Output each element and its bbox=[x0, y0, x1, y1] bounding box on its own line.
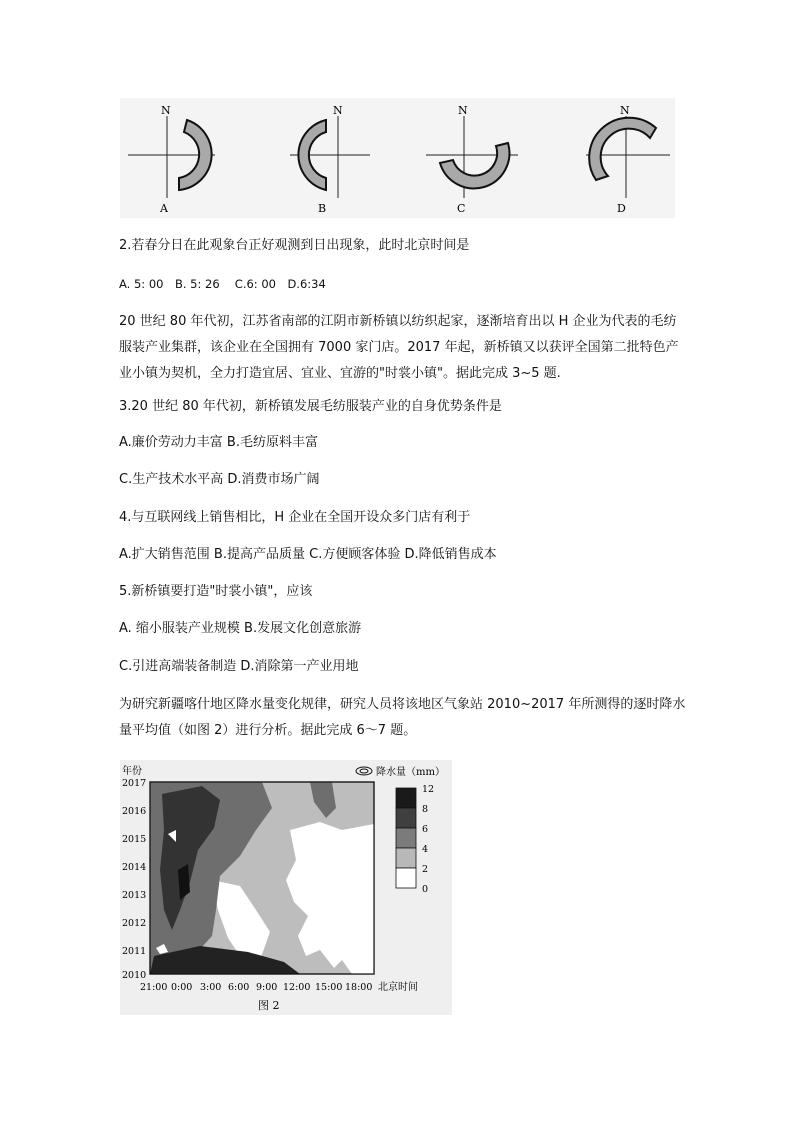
q2-question: 2.若春分日在此观象台正好观测到日出现象，此时北京时间是 bbox=[119, 238, 470, 253]
north-label-a: N bbox=[161, 104, 171, 117]
x-tick-label: 12:00 bbox=[283, 982, 311, 993]
year-label: 2016 bbox=[122, 806, 147, 817]
year-label: 2015 bbox=[122, 834, 147, 845]
x-tick-label: 3:00 bbox=[200, 982, 222, 993]
x-tick-label: 21:00 bbox=[140, 982, 168, 993]
legend-value: 12 bbox=[422, 784, 435, 795]
q3-question: 3.20 世纪 80 年代初，新桥镇发展毛纺服装产业的自身优势条件是 bbox=[119, 399, 502, 414]
legend-value: 8 bbox=[422, 804, 429, 815]
q5-options-line1: A. 缩小服装产业规模 B.发展文化创意旅游 bbox=[119, 621, 362, 636]
x-axis-title: 北京时间 bbox=[378, 982, 418, 993]
q4-question: 4.与互联网线上销售相比，H 企业在全国开设众多门店有利于 bbox=[119, 510, 471, 525]
year-label: 2017 bbox=[122, 778, 147, 789]
x-tick-label: 15:00 bbox=[315, 982, 343, 993]
north-label-b: N bbox=[333, 104, 343, 117]
x-tick-label: 9:00 bbox=[256, 982, 278, 993]
passage-kashgar: 为研究新疆喀什地区降水量变化规律，研究人员将该地区气象站 2010~2017 年所测得的逐时降水量平均值（如图 2）进行分析。据此完成 6～7 题。 bbox=[119, 697, 686, 738]
x-tick-label: 18:00 bbox=[345, 982, 373, 993]
figure-arc-diagrams bbox=[120, 98, 675, 218]
diagram-label-a: A bbox=[160, 202, 168, 215]
year-label: 2014 bbox=[122, 862, 147, 873]
legend-value: 0 bbox=[422, 884, 429, 895]
q5-options-line2: C.引进高端装备制造 D.消除第一产业用地 bbox=[119, 659, 359, 674]
diagram-label-d: D bbox=[617, 202, 626, 215]
x-tick-label: 0:00 bbox=[171, 982, 193, 993]
legend-swatch bbox=[396, 848, 416, 868]
year-label: 2013 bbox=[122, 890, 147, 901]
year-label: 2010 bbox=[122, 970, 147, 981]
legend-value: 6 bbox=[422, 824, 429, 835]
legend-value: 4 bbox=[422, 844, 429, 855]
q3-options-line2: C.生产技术水平高 D.消费市场广阔 bbox=[119, 472, 320, 487]
figure-caption: 图 2 bbox=[258, 999, 280, 1012]
north-label-c: N bbox=[458, 104, 468, 117]
legend-swatch bbox=[396, 808, 416, 828]
figure-precipitation-chart bbox=[120, 760, 452, 1015]
legend-value: 2 bbox=[422, 864, 429, 875]
diagram-label-b: B bbox=[318, 202, 327, 215]
legend-swatch bbox=[396, 868, 416, 888]
legend-title: 降水量（mm） bbox=[376, 767, 445, 778]
year-label: 2012 bbox=[122, 918, 147, 929]
passage-xinqiao: 20 世纪 80 年代初，江苏省南部的江阴市新桥镇以纺织起家，逐渐培育出以 H 企业为代表的毛纺服装产业集群，该企业在全国拥有 7000 家门店。2017 年起，新桥镇又以获评全国第二批特色产业小镇为契机，全力打造宜居、宜业、宜游的"时裳小镇"。据此完成 3~5 题. bbox=[119, 314, 679, 381]
legend-swatches bbox=[396, 788, 416, 888]
q3-options-line1: A.廉价劳动力丰富 B.毛纺原料丰富 bbox=[119, 435, 318, 450]
x-tick-label: 6:00 bbox=[228, 982, 250, 993]
y-axis-title: 年份 bbox=[122, 766, 142, 777]
q2-options: A. 5: 00 B. 5: 26 C.6: 00 D.6:34 bbox=[119, 277, 326, 291]
q5-question: 5.新桥镇要打造"时裳小镇"，应该 bbox=[119, 584, 313, 599]
x-tick-labels bbox=[140, 982, 372, 993]
year-label: 2011 bbox=[122, 946, 147, 957]
diagram-label-c: C bbox=[457, 202, 466, 215]
q4-options: A.扩大销售范围 B.提高产品质量 C.方便顾客体验 D.降低销售成本 bbox=[119, 547, 497, 562]
legend-swatch bbox=[396, 788, 416, 808]
north-label-d: N bbox=[620, 104, 630, 117]
legend-swatch bbox=[396, 828, 416, 848]
